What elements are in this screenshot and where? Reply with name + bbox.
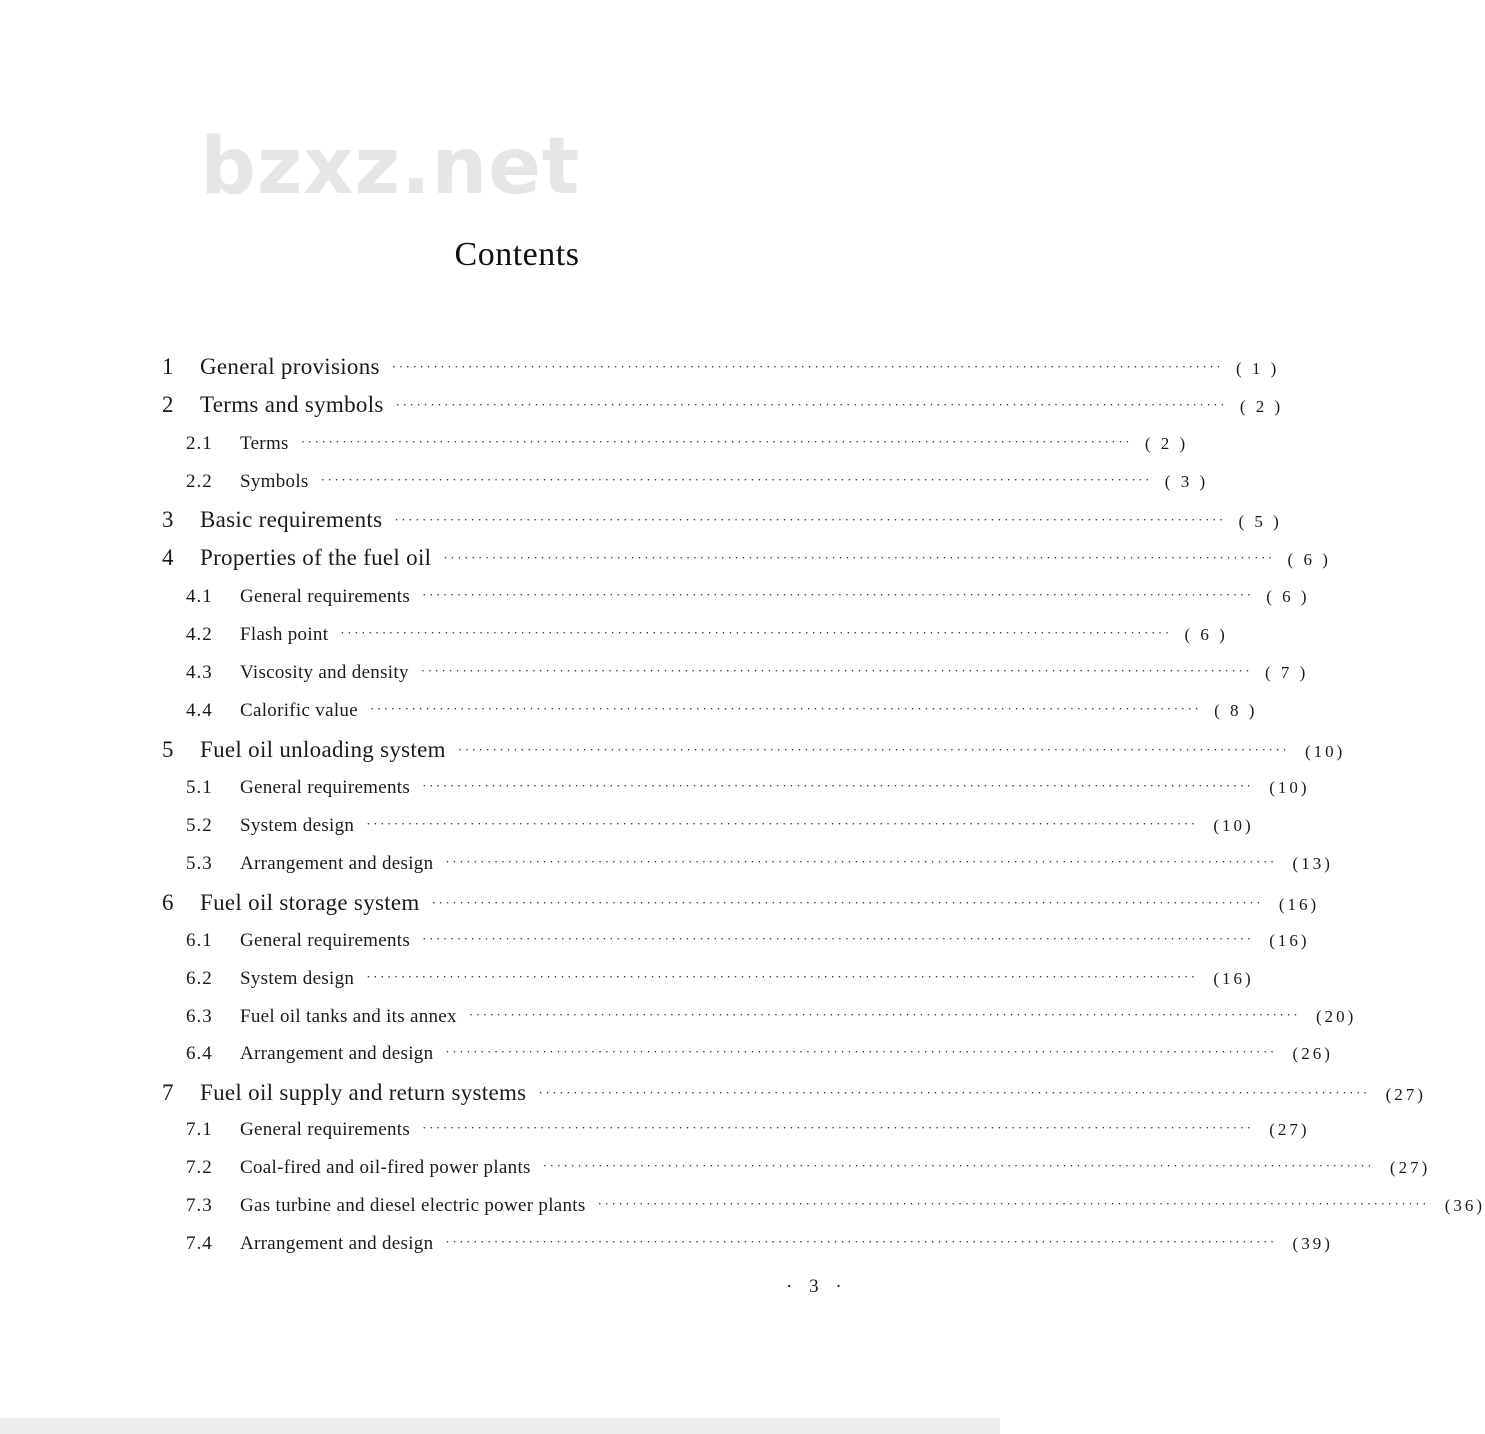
toc-entry-title: General requirements xyxy=(240,930,411,951)
toc-entry-title: Arrangement and design xyxy=(240,853,434,874)
dot-leader: ························································································································ xyxy=(391,359,1224,374)
toc-entry xyxy=(162,507,1282,533)
toc-entry-page: ( 2 ) xyxy=(1144,434,1189,453)
toc-entry-title: Arrangement and design xyxy=(240,1233,434,1254)
dot-leader: ························································································································ xyxy=(320,472,1153,487)
toc-entry-page: (26) xyxy=(1292,1044,1333,1063)
toc-entry-title: General requirements xyxy=(240,777,411,798)
toc-entry xyxy=(162,354,1280,380)
toc-entry-title: General requirements xyxy=(240,586,411,607)
dot-leader: ························································································································ xyxy=(300,434,1133,449)
toc-entry xyxy=(186,1119,1310,1141)
dot-leader: ························································································································ xyxy=(395,397,1228,412)
toc-entry-number: 6.2 xyxy=(186,968,213,989)
toc-entry-title: Terms xyxy=(240,433,289,454)
toc-entry xyxy=(186,930,1310,952)
toc-entry xyxy=(186,1043,1333,1065)
toc-entry-title: Terms and symbols xyxy=(200,392,384,417)
toc-entry-title: Flash point xyxy=(240,624,329,645)
toc-entry-number: 2 xyxy=(162,392,174,417)
toc-entry-title: Gas turbine and diesel electric power plants xyxy=(240,1195,586,1216)
dot-leader: ························································································································ xyxy=(394,512,1226,527)
toc-entry-number: 6.3 xyxy=(186,1006,213,1027)
toc-entry xyxy=(162,737,1346,763)
toc-entry xyxy=(162,392,1284,418)
dot-leader: ························································································································ xyxy=(443,550,1275,565)
toc-entry xyxy=(186,815,1254,837)
toc-entry-number: 4.3 xyxy=(186,662,213,683)
toc-entry xyxy=(186,624,1228,646)
dot-leader: ························································································································ xyxy=(369,701,1202,716)
toc-entry-number: 1 xyxy=(162,354,174,379)
toc-entry xyxy=(162,890,1320,916)
toc-entry-page: (27) xyxy=(1269,1120,1310,1139)
toc-entry-title: Fuel oil tanks and its annex xyxy=(240,1006,457,1027)
toc-entry-page: (16) xyxy=(1269,931,1310,950)
toc-entry xyxy=(186,586,1310,608)
toc-entry-number: 3 xyxy=(162,507,174,532)
toc-entry-title: Fuel oil storage system xyxy=(200,890,420,915)
dot-leader: ························································································································ xyxy=(445,1044,1277,1059)
toc-entry-number: 2.2 xyxy=(186,471,213,492)
toc-entry-number: 7.1 xyxy=(186,1119,213,1140)
toc-entry-number: 4.4 xyxy=(186,700,213,721)
toc-entry-number: 2.1 xyxy=(186,433,213,454)
toc-entry-page: ( 6 ) xyxy=(1184,625,1228,644)
toc-entry-page: (10) xyxy=(1269,778,1310,797)
toc-entry-page: ( 2 ) xyxy=(1239,397,1284,416)
dot-leader: ························································································································ xyxy=(468,1007,1301,1022)
dot-leader: ························································································································ xyxy=(457,742,1290,757)
dot-leader: ························································································································ xyxy=(420,663,1253,678)
toc-entry-title: Calorific value xyxy=(240,700,358,721)
dot-leader: ························································································································ xyxy=(422,1120,1254,1135)
bottom-strip xyxy=(0,1418,1000,1434)
toc-entry-page: ( 1 ) xyxy=(1235,359,1280,378)
toc-entry-number: 4.1 xyxy=(186,586,213,607)
toc-entry-page: (27) xyxy=(1389,1158,1431,1177)
watermark-logo: bzxz.net xyxy=(200,122,581,212)
toc-entry-title: System design xyxy=(240,968,355,989)
toc-entry-number: 5.2 xyxy=(186,815,213,836)
toc-entry xyxy=(186,777,1310,799)
dot-leader: ························································································································ xyxy=(422,778,1254,793)
toc-entry-title: Viscosity and density xyxy=(240,662,409,683)
toc-entry xyxy=(186,968,1254,990)
toc-entry-page: (36) xyxy=(1444,1196,1485,1215)
page-number: · 3 · xyxy=(786,1276,848,1297)
toc-entry-title: General provisions xyxy=(200,354,380,379)
toc-entry-page: (16) xyxy=(1278,895,1320,914)
toc-entry-number: 5.3 xyxy=(186,853,213,874)
toc-entry-page: (27) xyxy=(1385,1085,1426,1104)
toc-entry-page: (10) xyxy=(1304,742,1346,761)
dot-leader: ························································································································ xyxy=(445,854,1277,869)
dot-leader: ························································································································ xyxy=(366,969,1198,984)
toc-entry-title: Arrangement and design xyxy=(240,1043,434,1064)
toc-entry xyxy=(186,433,1189,455)
toc-entry-page: (16) xyxy=(1213,969,1254,988)
dot-leader: ························································································································ xyxy=(422,587,1254,602)
toc-entry-number: 5.1 xyxy=(186,777,213,798)
toc-entry xyxy=(186,1006,1357,1028)
toc-entry-number: 4.2 xyxy=(186,624,213,645)
toc-entry-page: (39) xyxy=(1292,1234,1333,1253)
dot-leader: ························································································································ xyxy=(597,1196,1430,1211)
toc-entry-title: Properties of the fuel oil xyxy=(200,545,432,570)
toc-entry-title: Fuel oil unloading system xyxy=(200,737,446,762)
toc-entry-title: System design xyxy=(240,815,355,836)
toc-entry-number: 7.4 xyxy=(186,1233,213,1254)
toc-entry-page: (10) xyxy=(1213,816,1254,835)
toc-entry xyxy=(186,1233,1333,1255)
toc-entry-page: ( 6 ) xyxy=(1266,587,1310,606)
toc-entry-number: 7 xyxy=(162,1080,174,1105)
toc-entry-number: 7.3 xyxy=(186,1195,213,1216)
toc-entry-title: Coal-fired and oil-fired power plants xyxy=(240,1157,531,1178)
dot-leader: ························································································································ xyxy=(445,1234,1277,1249)
toc-entry-number: 4 xyxy=(162,545,174,570)
toc-entry xyxy=(162,545,1331,571)
toc-entry xyxy=(186,471,1209,493)
dot-leader: ························································································································ xyxy=(422,931,1254,946)
toc-entry-title: Fuel oil supply and return systems xyxy=(200,1080,527,1105)
toc-entry xyxy=(186,853,1333,875)
toc-entry-title: Basic requirements xyxy=(200,507,383,532)
toc-entry-page: ( 8 ) xyxy=(1214,701,1258,720)
toc-entry-page: ( 6 ) xyxy=(1287,550,1331,569)
toc-entry-page: ( 3 ) xyxy=(1164,472,1209,491)
toc-entry xyxy=(186,1195,1485,1217)
toc-entry-page: ( 5 ) xyxy=(1238,512,1282,531)
toc-entry-title: General requirements xyxy=(240,1119,411,1140)
toc-entry-number: 6.1 xyxy=(186,930,213,951)
page-title: Contents xyxy=(454,236,580,273)
toc-entry xyxy=(186,700,1258,722)
toc-entry-number: 7.2 xyxy=(186,1157,213,1178)
toc-entry xyxy=(186,662,1309,684)
toc-entry xyxy=(162,1080,1426,1106)
dot-leader: ························································································································ xyxy=(538,1085,1370,1100)
dot-leader: ························································································································ xyxy=(366,816,1198,831)
dot-leader: ························································································································ xyxy=(431,895,1264,910)
toc-entry-title: Symbols xyxy=(240,471,309,492)
dot-leader: ························································································································ xyxy=(542,1158,1375,1173)
toc-entry-number: 6 xyxy=(162,890,174,915)
dot-leader: ························································································································ xyxy=(340,625,1172,640)
toc-entry-page: ( 7 ) xyxy=(1264,663,1309,682)
toc-entry-page: (20) xyxy=(1316,1007,1357,1026)
toc-entry-number: 6.4 xyxy=(186,1043,213,1064)
toc-entry xyxy=(186,1157,1431,1179)
toc-entry-page: (13) xyxy=(1292,854,1333,873)
toc-entry-number: 5 xyxy=(162,737,174,762)
